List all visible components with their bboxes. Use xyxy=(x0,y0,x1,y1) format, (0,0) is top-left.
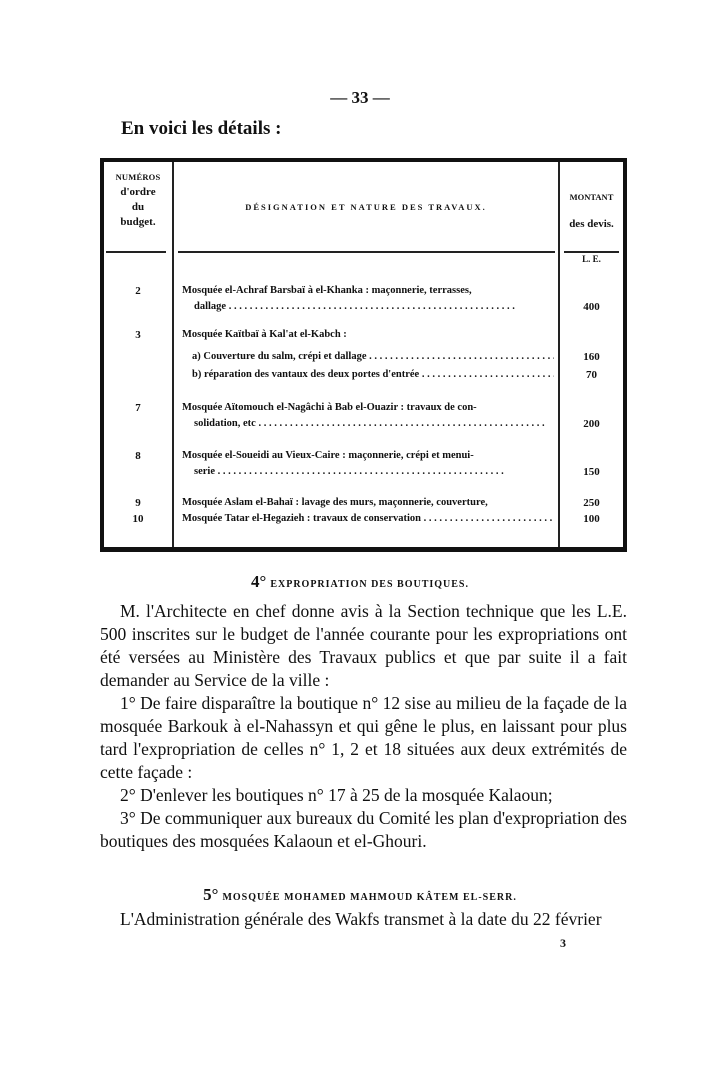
section-5-body xyxy=(100,908,627,931)
header-numeros: NUMÉROS d'ordre du budget. xyxy=(115,172,161,228)
page-number: — 33 — xyxy=(330,88,390,107)
header-designation: DÉSIGNATION ET NATURE DES TRAVAUX. xyxy=(245,202,487,212)
section-4-paragraph: M. l'Architecte en chef donne avis à la Section technique que les L.E. 500 inscrites sur le budget de l'année courante pour les expropriations ont été versées au Ministère des Travaux publics et que par suite il a fait demander au Service de la ville : xyxy=(100,601,627,690)
intro-text: En voici les détails : xyxy=(121,118,282,139)
section-4-item-3: 3° De communiquer aux bureaux du Comité les plan d'expropriation des boutiques des mosquées Kalaoun et el-Ghouri. xyxy=(100,808,627,851)
section-4-item-2: 2° D'enlever les boutiques n° 17 à 25 de la mosquée Kalaoun; xyxy=(120,785,553,805)
header-montant: MONTANT des devis. xyxy=(569,192,614,230)
column-divider xyxy=(172,162,174,547)
header-divider xyxy=(564,251,619,253)
section-4-heading: 4° EXPROPRIATION DES BOUTIQUES. xyxy=(251,572,469,591)
works-table: NUMÉROS d'ordre du budget. DÉSIGNATION ET NATURE DES TRAVAUX. MONTANT des devis. L. E. 2 Mosquée el-Achraf Barsbaï à el-Khanka : maçonnerie, terrasses, dallage . . . 400 3 Mosquée Kaïtbaï à Kal'at el-Kabch : a) Couverture du salm, crépi et dallage . . . 160 b) réparation des vantaux des deux portes d'entrée . . . 70 7 Mosquée Aïtomouch el-Nagâchi à Bab el-Ouazir : travaux de con- solidation, etc . . . 200 8 Mosquée el-Soueidi au Vieux-Caire : maçonnerie, crépi et menui- serie . . . 150 9 Mosquée Aslam el-Bahaï : lavage des murs, maçonnerie, couverture, 250 10 Mosquée Tatar el-Hegazieh : travaux de conservation . . . 100 xyxy=(100,158,627,552)
section-4-body xyxy=(100,600,627,853)
section-5-heading: 5° MOSQUÉE MOHAMED MAHMOUD KÂTEM EL-SERR. xyxy=(203,885,517,904)
section-4-item-1: 1° De faire disparaître la boutique n° 12 sise au milieu de la façade de la mosquée Barkouk à el-Nahassyn et qui gêne le plus, en laissant pour plus tard l'expropriation de celles n° 1, 2 et 18 situées aux deux extrémités de cette façade : xyxy=(100,693,627,782)
currency-unit: L. E. xyxy=(582,254,601,264)
signature-folio: 3 xyxy=(560,936,566,950)
header-divider xyxy=(178,251,555,253)
section-5-paragraph: L'Administration générale des Wakfs transmet à la date du 22 février xyxy=(120,909,602,929)
header-divider xyxy=(106,251,166,253)
